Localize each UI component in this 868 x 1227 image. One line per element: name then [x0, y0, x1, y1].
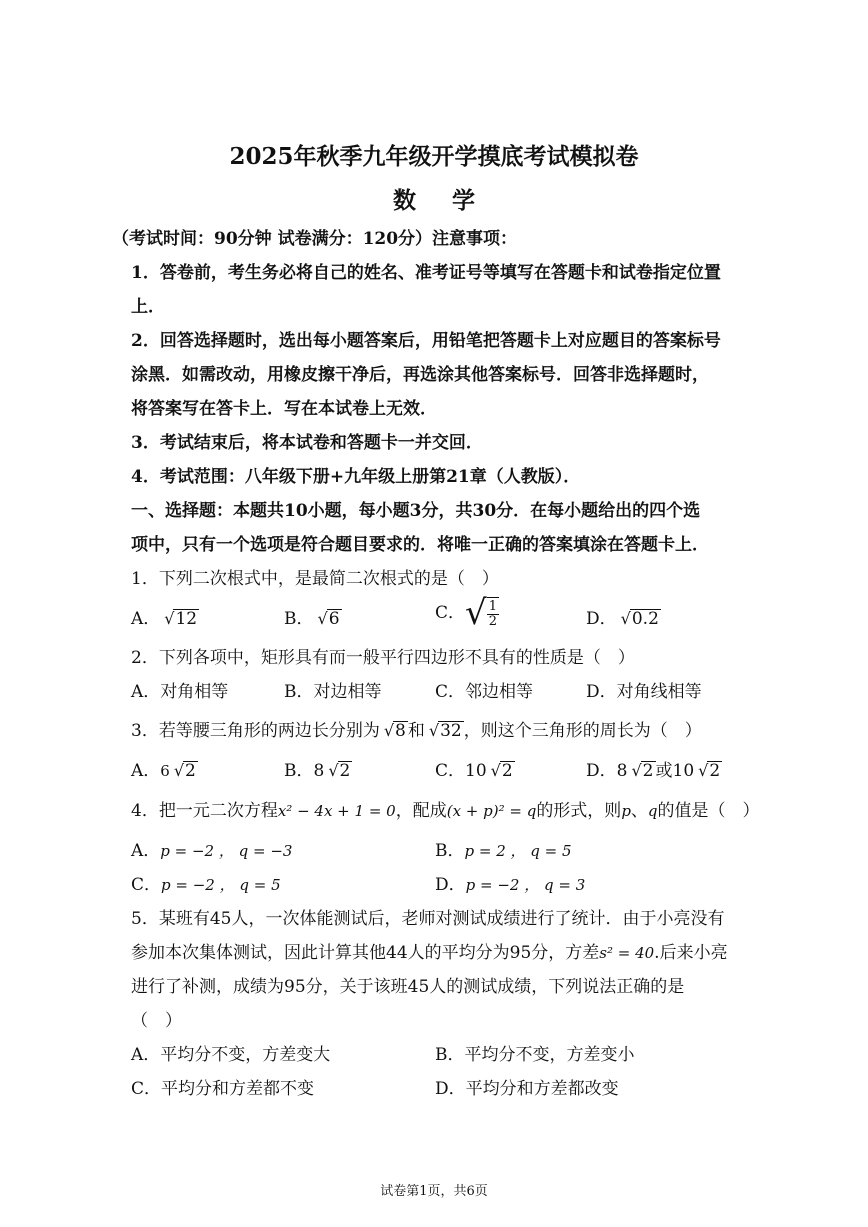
q2-option-c: C．邻边相等 [435, 682, 534, 702]
q1-option-d: D． √0.2 [586, 609, 659, 629]
q3-option-b: B．8 √2 [284, 761, 351, 781]
q5-option-b: B．平均分不变，方差变小 [435, 1045, 635, 1065]
section-1-heading-line-1: 一、选择题：本题共10小题，每小题3分，共30分．在每小题给出的四个选 [131, 501, 701, 521]
q3-option-d: D．8 √2 或10 √2 [586, 761, 721, 781]
q4-option-a: A．p = −2 ， q = −3 [131, 841, 293, 861]
q1-stem: 1．下列二次根式中，是最简二次根式的是（ ） [131, 569, 499, 589]
note-4: 4．考试范围：八年级下册+九年级上册第21章（人教版）． [131, 467, 581, 487]
note-2-line-3: 将答案写在答卡上．写在本试卷上无效． [131, 399, 437, 419]
note-1-line-2: 上． [131, 297, 165, 317]
q5-line-1: 5．某班有45人，一次体能测试后，老师对测试成绩进行了统计．由于小亮没有 [131, 909, 725, 929]
note-2-line-2: 涂黑．如需改动，用橡皮擦干净后，再选涂其他答案标号．回答非选择题时， [131, 365, 709, 385]
q2-stem: 2．下列各项中，矩形具有而一般平行四边形不具有的性质是（ ） [131, 648, 635, 668]
q5-option-d: D．平均分和方差都改变 [435, 1079, 619, 1099]
q3-option-a: A．6 √2 [131, 761, 196, 781]
note-3: 3．考试结束后，将本试卷和答题卡一并交回． [131, 433, 483, 453]
q1-option-a: A． √12 [131, 609, 198, 629]
q1-option-b: B． √6 [284, 609, 340, 629]
q4-stem: 4．把一元二次方程x² − 4x + 1 = 0，配成(x + p)² = q的形式，则p、q的值是（ ） [131, 801, 760, 821]
q5-option-c: C．平均分和方差都不变 [131, 1079, 315, 1099]
exam-title: 2025年秋季九年级开学摸底考试模拟卷 [229, 143, 639, 170]
q5-line-3: 进行了补测，成绩为95分，关于该班45人的测试成绩，下列说法正确的是 [131, 977, 685, 997]
q4-option-c: C．p = −2 ， q = 5 [131, 875, 281, 895]
q2-option-a: A．对角相等 [131, 682, 229, 702]
q2-option-d: D．对角线相等 [586, 682, 702, 702]
q1-option-c: C．√ $\frac{1}{2}$ [435, 593, 497, 633]
note-2-line-1: 2．回答选择题时，选出每小题答案后，用铅笔把答题卡上对应题目的答案标号 [131, 331, 721, 351]
q4-option-d: D．p = −2 ， q = 3 [435, 875, 586, 895]
q3-stem: 3．若等腰三角形的两边长分别为 √8 和 √32 ，则这个三角形的周长为（ ） [131, 721, 702, 741]
q5-line-4: （ ） [131, 1011, 182, 1031]
q4-option-b: B．p = 2 ， q = 5 [435, 841, 572, 861]
q2-option-b: B．对边相等 [284, 682, 382, 702]
subject-title: 数 学 [392, 187, 489, 214]
q5-line-2: 参加本次集体测试，因此计算其他44人的平均分为95分，方差s² = 40.后来小亮 [131, 943, 728, 963]
q5-option-a: A．平均分不变，方差变大 [131, 1045, 331, 1065]
notes-intro: （考试时间：90分钟 试卷满分：120分）注意事项： [112, 229, 518, 249]
section-1-heading-line-2: 项中，只有一个选项是符合题目要求的．将唯一正确的答案填涂在答题卡上． [131, 535, 709, 555]
q3-option-c: C．10 √2 [435, 761, 513, 781]
note-1-line-1: 1．答卷前，考生务必将自己的姓名、准考证号等填写在答题卡和试卷指定位置 [131, 263, 721, 283]
page-footer: 试卷第1页，共6页 [380, 1184, 488, 1199]
